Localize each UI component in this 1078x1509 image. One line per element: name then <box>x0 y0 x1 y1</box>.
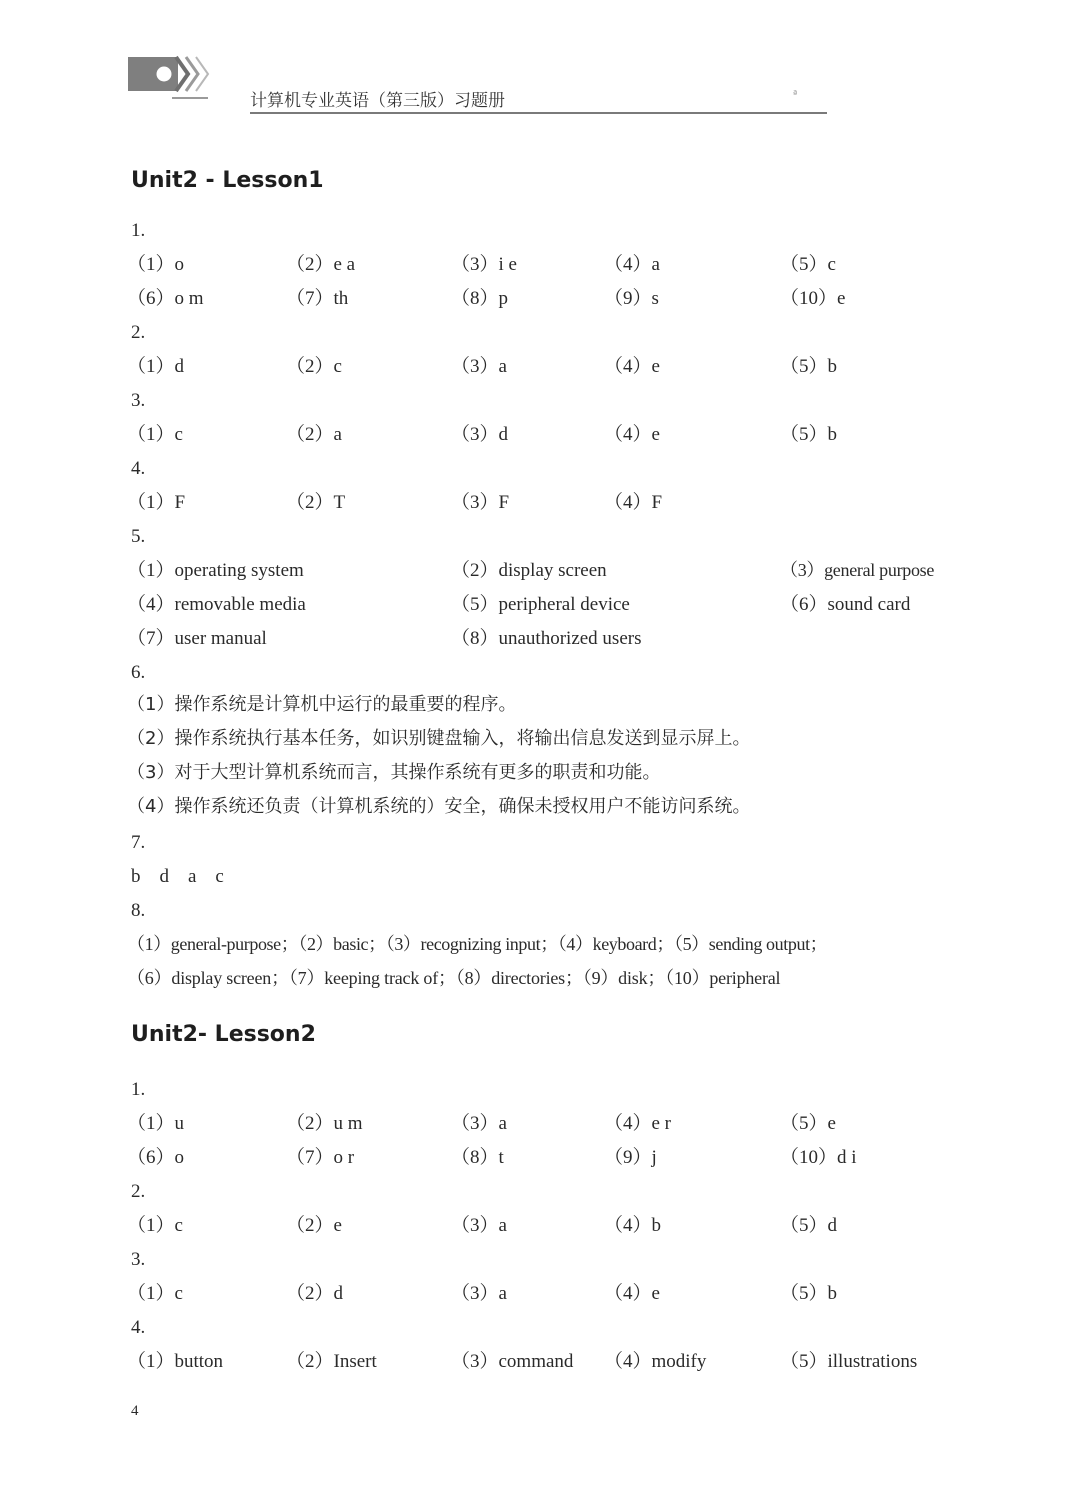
answer-item: （2）c <box>286 356 342 377</box>
answer-item: （5）b <box>780 356 838 377</box>
answer-item: （3）a <box>451 1215 507 1236</box>
book-title: 计算机专业英语（第三版）习题册 <box>250 91 505 111</box>
answer-item: （5）b <box>780 424 838 445</box>
answer-item: （1）c <box>127 1283 183 1304</box>
answer-item: （1）o <box>127 254 185 275</box>
answer-item: （2）a <box>286 424 342 445</box>
answer-item: （6）sound card <box>780 594 911 615</box>
question-number: 6. <box>131 662 146 683</box>
header-rule <box>250 112 827 114</box>
answer-item: （2）d <box>286 1283 344 1304</box>
answer-item: （2）e a <box>286 254 356 275</box>
answer-item: （3）i e <box>451 254 517 275</box>
question-number: 1. <box>131 220 146 241</box>
question-number: 2. <box>131 322 146 343</box>
question-number: 1. <box>131 1079 146 1100</box>
answer-sequence: b d a c <box>131 866 224 887</box>
answer-item: （3）general purpose <box>780 560 935 580</box>
answer-item: （7）th <box>286 288 349 309</box>
answer-item: （1）c <box>127 424 183 445</box>
answer-item: （5）d <box>780 1215 838 1236</box>
answer-item: （1）operating system <box>127 560 304 581</box>
answer-item: （5）b <box>780 1283 838 1304</box>
header-corner-mark: ª <box>793 90 798 100</box>
translation-line: （2）操作系统执行基本任务，如识别键盘输入，将输出信息发送到显示屏上。 <box>127 728 751 749</box>
section-title-lesson1: Unit2 - Lesson1 <box>131 168 324 193</box>
answer-item: （7）user manual <box>127 628 267 649</box>
translation-line: （4）操作系统还负责（计算机系统的）安全，确保未授权用户不能访问系统。 <box>127 796 751 817</box>
answer-item: （4）removable media <box>127 594 306 615</box>
answer-item: （3）command <box>451 1351 574 1372</box>
answer-item: （5）c <box>780 254 836 275</box>
answer-item: （8）unauthorized users <box>451 628 642 649</box>
answer-item: （9）s <box>604 288 659 309</box>
answer-item: （3）a <box>451 1283 507 1304</box>
section-title-lesson2: Unit2- Lesson2 <box>131 1022 316 1047</box>
translation-line: （3）对于大型计算机系统而言，其操作系统有更多的职责和功能。 <box>127 762 661 783</box>
answer-item: （10）d i <box>780 1147 857 1168</box>
answer-item: （10）e <box>780 288 846 309</box>
answer-item: （2）u m <box>286 1113 363 1134</box>
question-number: 2. <box>131 1181 146 1202</box>
answer-item: （7）o r <box>286 1147 355 1168</box>
question-number: 4. <box>131 458 146 479</box>
answer-item: （1）u <box>127 1113 185 1134</box>
answer-item: （4）e <box>604 356 660 377</box>
question-number: 5. <box>131 526 146 547</box>
answer-item: （4）e <box>604 1283 660 1304</box>
answer-item: （1）F <box>127 492 186 513</box>
answer-item: （3）a <box>451 356 507 377</box>
answer-item: （4）e r <box>604 1113 672 1134</box>
answer-item: （4）F <box>604 492 663 513</box>
answer-item: （4）b <box>604 1215 662 1236</box>
answer-item: （1）d <box>127 356 185 377</box>
publisher-logo-icon <box>128 54 212 102</box>
answer-item: （1）button <box>127 1351 224 1372</box>
answer-item: （6）o <box>127 1147 185 1168</box>
answer-item: （2）e <box>286 1215 342 1236</box>
answer-item: （1）c <box>127 1215 183 1236</box>
fill-in-line: （6）display screen；（7）keeping track of；（8）directories；（9）disk；（10）peripheral <box>127 968 781 988</box>
answer-item: （5）peripheral device <box>451 594 630 615</box>
question-number: 3. <box>131 1249 146 1270</box>
answer-item: （2）Insert <box>286 1351 377 1372</box>
answer-item: （9）j <box>604 1147 657 1168</box>
question-number: 3. <box>131 390 146 411</box>
answer-item: （3）d <box>451 424 509 445</box>
question-number: 4. <box>131 1317 146 1338</box>
answer-item: （2）T <box>286 492 346 513</box>
answer-item: （8）p <box>451 288 509 309</box>
answer-item: （4）modify <box>604 1351 707 1372</box>
answer-item: （4）e <box>604 424 660 445</box>
page-number: 4 <box>131 1403 139 1419</box>
answer-item: （3）F <box>451 492 510 513</box>
fill-in-line: （1）general-purpose；（2）basic；（3）recognizing input；（4）keyboard；（5）sending output； <box>127 934 828 954</box>
answer-item: （5）illustrations <box>780 1351 918 1372</box>
answer-item: （5）e <box>780 1113 836 1134</box>
question-number: 8. <box>131 900 146 921</box>
answer-item: （4）a <box>604 254 660 275</box>
answer-item: （2）display screen <box>451 560 607 581</box>
question-number: 7. <box>131 832 146 853</box>
answer-item: （3）a <box>451 1113 507 1134</box>
answer-item: （6）o m <box>127 288 204 309</box>
answer-item: （8）t <box>451 1147 504 1168</box>
translation-line: （1）操作系统是计算机中运行的最重要的程序。 <box>127 694 517 715</box>
